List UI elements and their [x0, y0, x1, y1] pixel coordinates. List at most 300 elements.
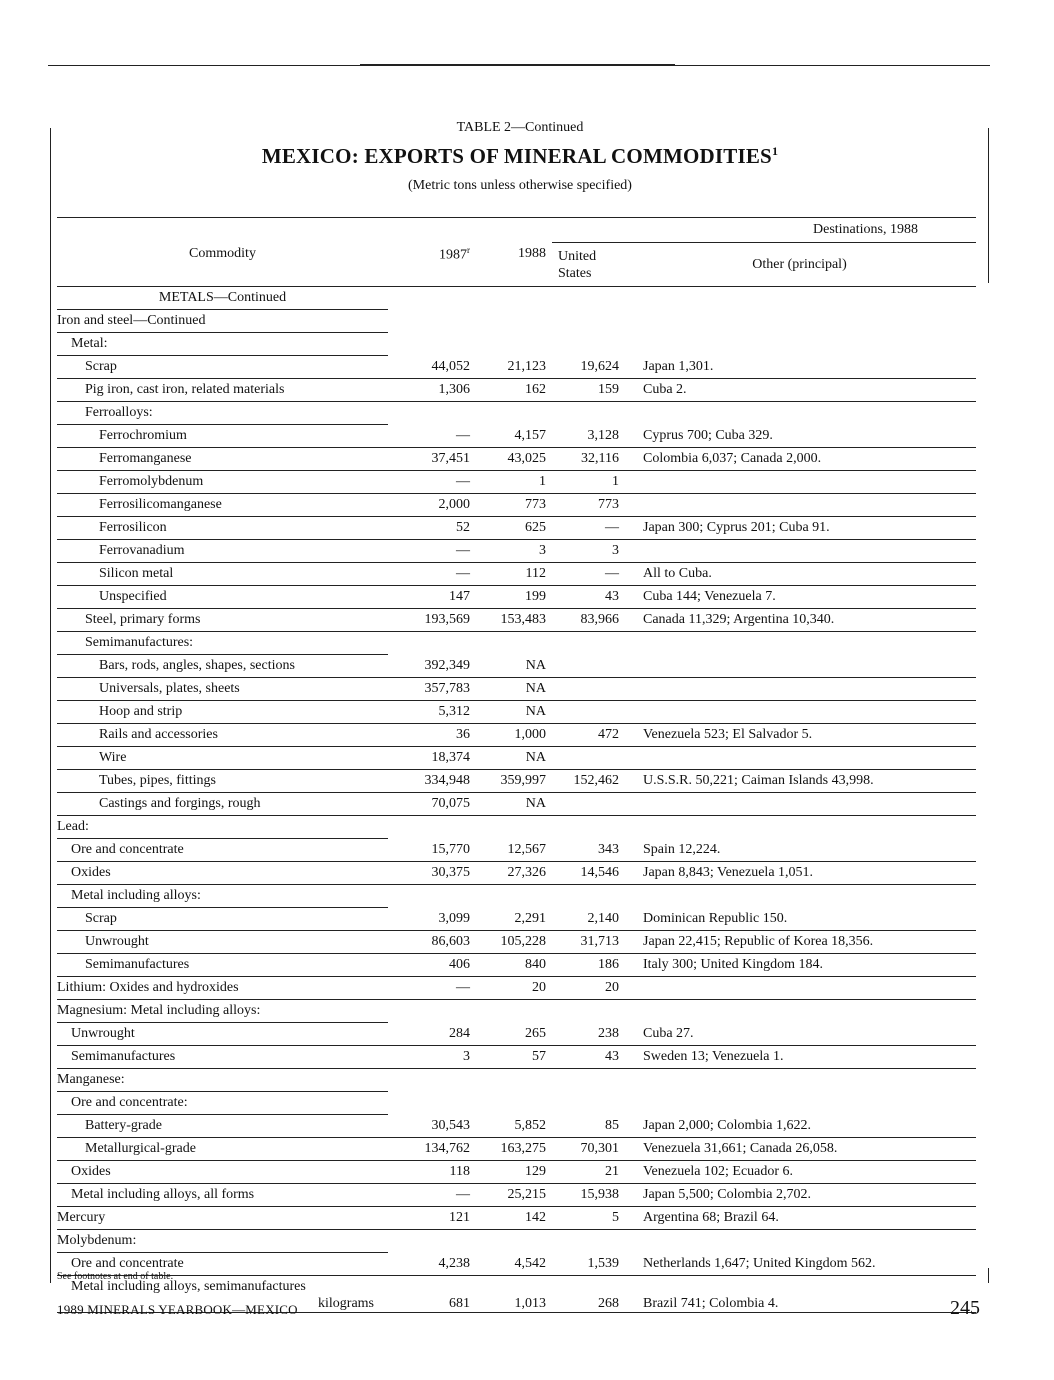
value-1988: 105,228: [474, 931, 552, 954]
value-other-destinations: [623, 287, 976, 310]
commodity-label: Ore and concentrate: [71, 842, 184, 857]
value-other-destinations: Netherlands 1,647; United Kingdom 562.: [623, 1253, 976, 1276]
value-other-destinations: Canada 11,329; Argentina 10,340.: [623, 609, 976, 632]
commodity-cell: [57, 747, 388, 770]
value-other-destinations: Japan 22,415; Republic of Korea 18,356.: [623, 931, 976, 954]
commodity-label: Ore and concentrate: [71, 1256, 184, 1271]
table-row: [57, 1092, 976, 1115]
value-united-states: 5: [552, 1207, 623, 1230]
value-1987: 681: [388, 1276, 474, 1313]
commodity-cell: [57, 931, 388, 954]
commodity-label: Rails and accessories: [99, 727, 218, 742]
value-united-states: 19,624: [552, 356, 623, 379]
commodity-label: Oxides: [71, 865, 111, 880]
commodity-cell: [57, 678, 388, 701]
revised-mark: r: [467, 244, 470, 255]
value-other-destinations: [623, 816, 976, 839]
value-1987: 30,543: [388, 1115, 474, 1138]
value-other-destinations: Venezuela 31,661; Canada 26,058.: [623, 1138, 976, 1161]
value-other-destinations: Cuba 27.: [623, 1023, 976, 1046]
commodity-label: Unspecified: [99, 589, 167, 604]
value-other-destinations: Italy 300; United Kingdom 184.: [623, 954, 976, 977]
value-1988: 265: [474, 1023, 552, 1046]
value-1988: [474, 1092, 552, 1115]
commodity-label: Steel, primary forms: [85, 612, 201, 627]
commodity-label: Metal including alloys:: [71, 888, 201, 903]
value-1987: [388, 287, 474, 310]
table-row: [57, 678, 976, 701]
commodity-label: Ferrosilicomanganese: [99, 497, 222, 512]
commodity-cell: [57, 1230, 388, 1253]
value-1988: 112: [474, 563, 552, 586]
value-1988: [474, 402, 552, 425]
commodity-cell: [57, 425, 388, 448]
table-row: [57, 1138, 976, 1161]
value-1988: 5,852: [474, 1115, 552, 1138]
value-1987: 1,306: [388, 379, 474, 402]
commodity-cell: [57, 1000, 388, 1023]
value-united-states: [552, 1069, 623, 1092]
commodity-cell: [57, 793, 388, 816]
value-1987: [388, 1069, 474, 1092]
value-1988: 25,215: [474, 1184, 552, 1207]
value-united-states: 32,116: [552, 448, 623, 471]
table-row: [57, 1161, 976, 1184]
value-1988: [474, 816, 552, 839]
value-other-destinations: [623, 793, 976, 816]
value-united-states: 159: [552, 379, 623, 402]
commodity-label: Ferromanganese: [99, 451, 192, 466]
commodity-cell: [57, 540, 388, 563]
value-1988: 20: [474, 977, 552, 1000]
col-header-other: Other (principal): [752, 256, 847, 272]
commodity-label: Molybdenum:: [57, 1233, 137, 1248]
table-row: [57, 1115, 976, 1138]
commodity-label: Metal including alloys, semimanufactures: [71, 1279, 306, 1294]
value-other-destinations: [623, 494, 976, 517]
commodity-label: Ferrovanadium: [99, 543, 185, 558]
value-united-states: [552, 885, 623, 908]
unit-label: kilograms: [318, 1296, 374, 1311]
value-1988: [474, 885, 552, 908]
footnote: See footnotes at end of table.: [57, 1271, 174, 1282]
table-row: [57, 655, 976, 678]
value-other-destinations: Dominican Republic 150.: [623, 908, 976, 931]
value-united-states: 773: [552, 494, 623, 517]
value-other-destinations: Japan 1,301.: [623, 356, 976, 379]
col-header-1987: [388, 218, 474, 287]
commodity-cell: [57, 701, 388, 724]
value-1987: 118: [388, 1161, 474, 1184]
value-1988: 142: [474, 1207, 552, 1230]
value-other-destinations: [623, 1069, 976, 1092]
table-row: [57, 1069, 976, 1092]
table-row: [57, 793, 976, 816]
value-other-destinations: [623, 1000, 976, 1023]
value-1987: [388, 333, 474, 356]
commodity-label: Pig iron, cast iron, related materials: [85, 382, 285, 397]
commodity-cell: [57, 770, 388, 793]
value-1987: [388, 1092, 474, 1115]
value-1987: 284: [388, 1023, 474, 1046]
value-united-states: [552, 287, 623, 310]
value-united-states: 43: [552, 586, 623, 609]
table-row: [57, 540, 976, 563]
table-row: [57, 1253, 976, 1276]
value-united-states: 43: [552, 1046, 623, 1069]
value-1987: [388, 885, 474, 908]
value-united-states: 2,140: [552, 908, 623, 931]
value-1988: 43,025: [474, 448, 552, 471]
commodity-cell: [57, 287, 388, 310]
value-1988: NA: [474, 678, 552, 701]
value-1988: 21,123: [474, 356, 552, 379]
value-other-destinations: [623, 1092, 976, 1115]
value-united-states: [552, 1092, 623, 1115]
table-row: [57, 770, 976, 793]
value-united-states: [552, 333, 623, 356]
value-1988: NA: [474, 655, 552, 678]
value-1988: 199: [474, 586, 552, 609]
table-row: [57, 632, 976, 655]
table-row: [57, 356, 976, 379]
table-row: [57, 333, 976, 356]
table-row: [57, 885, 976, 908]
commodity-cell: [57, 609, 388, 632]
value-1987: 3,099: [388, 908, 474, 931]
commodity-cell: [57, 333, 388, 356]
value-other-destinations: Cuba 144; Venezuela 7.: [623, 586, 976, 609]
value-1988: 3: [474, 540, 552, 563]
value-1987: 70,075: [388, 793, 474, 816]
running-footer: 1989 MINERALS YEARBOOK—MEXICO: [57, 1302, 298, 1317]
value-united-states: [552, 678, 623, 701]
page-number: 245: [950, 1297, 980, 1319]
value-1987: —: [388, 471, 474, 494]
col-header-commodity: Commodity: [57, 218, 388, 287]
value-other-destinations: [623, 1230, 976, 1253]
commodity-label: Wire: [99, 750, 127, 765]
value-1987: 193,569: [388, 609, 474, 632]
commodity-cell: [57, 310, 388, 333]
commodity-cell: [57, 1092, 388, 1115]
value-united-states: 70,301: [552, 1138, 623, 1161]
value-1987: 134,762: [388, 1138, 474, 1161]
value-1987: 30,375: [388, 862, 474, 885]
value-united-states: 238: [552, 1023, 623, 1046]
value-1987: 52: [388, 517, 474, 540]
value-1987: —: [388, 1184, 474, 1207]
value-other-destinations: [623, 310, 976, 333]
commodity-label: METALS—Continued: [158, 290, 287, 305]
value-united-states: 472: [552, 724, 623, 747]
table-row: [57, 287, 976, 310]
commodity-label: Semimanufactures: [85, 957, 190, 972]
table-subtitle: (Metric tons unless otherwise specified): [408, 178, 632, 193]
commodity-label: Ferroalloys:: [85, 405, 153, 420]
table-header: [57, 218, 976, 287]
value-other-destinations: [623, 678, 976, 701]
top-rule-bold: [360, 64, 675, 66]
commodity-cell: [57, 448, 388, 471]
table-row: [57, 954, 976, 977]
value-united-states: [552, 793, 623, 816]
table-row: [57, 862, 976, 885]
value-1988: 359,997: [474, 770, 552, 793]
table-body: [57, 287, 976, 1313]
value-1987: [388, 402, 474, 425]
col-header-united-states: United States: [558, 248, 597, 281]
table-row: [57, 563, 976, 586]
commodity-label: Castings and forgings, rough: [99, 796, 261, 811]
commodity-cell: [57, 816, 388, 839]
commodity-label: Silicon metal: [99, 566, 174, 581]
value-other-destinations: [623, 471, 976, 494]
table-row: [57, 586, 976, 609]
commodity-cell: [57, 1161, 388, 1184]
value-1988: 1,013: [474, 1276, 552, 1313]
commodity-cell: [57, 1207, 388, 1230]
commodity-cell: [57, 1069, 388, 1092]
table-row: [57, 747, 976, 770]
table-row: [57, 1184, 976, 1207]
table-row: [57, 425, 976, 448]
value-other-destinations: [623, 402, 976, 425]
value-1988: [474, 1000, 552, 1023]
value-1988: 162: [474, 379, 552, 402]
value-1987: [388, 1230, 474, 1253]
value-1988: 4,542: [474, 1253, 552, 1276]
table-row: [57, 931, 976, 954]
value-united-states: 186: [552, 954, 623, 977]
value-united-states: 3,128: [552, 425, 623, 448]
value-other-destinations: Cuba 2.: [623, 379, 976, 402]
commodity-cell: [57, 1023, 388, 1046]
value-1988: 163,275: [474, 1138, 552, 1161]
value-1988: [474, 1069, 552, 1092]
commodity-cell: [57, 1115, 388, 1138]
commodity-label: Semimanufactures: [71, 1049, 176, 1064]
value-1988: [474, 632, 552, 655]
value-united-states: [552, 632, 623, 655]
value-1988: [474, 287, 552, 310]
value-1987: —: [388, 425, 474, 448]
commodity-cell: [57, 977, 388, 1000]
commodity-cell: [57, 1138, 388, 1161]
commodity-label: Battery-grade: [85, 1118, 162, 1133]
value-united-states: 20: [552, 977, 623, 1000]
table-row: [57, 609, 976, 632]
value-1987: [388, 1000, 474, 1023]
table-row: [57, 724, 976, 747]
value-united-states: 268: [552, 1276, 623, 1313]
commodity-label: Lead:: [57, 819, 89, 834]
value-united-states: 83,966: [552, 609, 623, 632]
value-other-destinations: Japan 300; Cyprus 201; Cuba 91.: [623, 517, 976, 540]
value-1987: [388, 632, 474, 655]
table-row: [57, 471, 976, 494]
value-other-destinations: Japan 5,500; Colombia 2,702.: [623, 1184, 976, 1207]
commodity-cell: [57, 885, 388, 908]
table-row: [57, 977, 976, 1000]
table-row: [57, 379, 976, 402]
value-1988: 1: [474, 471, 552, 494]
value-1987: 357,783: [388, 678, 474, 701]
value-1987: 5,312: [388, 701, 474, 724]
value-1987: —: [388, 977, 474, 1000]
value-other-destinations: Japan 8,843; Venezuela 1,051.: [623, 862, 976, 885]
table-title-text: MEXICO: EXPORTS OF MINERAL COMMODITIES: [261, 144, 772, 168]
value-other-destinations: Venezuela 102; Ecuador 6.: [623, 1161, 976, 1184]
commodity-label: Scrap: [85, 911, 117, 926]
value-1987: 18,374: [388, 747, 474, 770]
value-other-destinations: U.S.S.R. 50,221; Caiman Islands 43,998.: [623, 770, 976, 793]
value-1987: 15,770: [388, 839, 474, 862]
value-1988: 2,291: [474, 908, 552, 931]
value-united-states: [552, 655, 623, 678]
col-header-1988: 1988: [474, 218, 552, 287]
table-title: [0, 144, 1040, 169]
value-1987: [388, 310, 474, 333]
value-1988: 153,483: [474, 609, 552, 632]
commodity-label: Mercury: [57, 1210, 106, 1225]
commodity-cell: [57, 632, 388, 655]
commodity-cell: [57, 862, 388, 885]
value-1987: 334,948: [388, 770, 474, 793]
value-1987: [388, 816, 474, 839]
table-row: [57, 448, 976, 471]
value-other-destinations: [623, 747, 976, 770]
commodity-label: Metal:: [71, 336, 108, 351]
commodity-cell: [57, 908, 388, 931]
right-margin-rule-lower: [988, 1268, 989, 1283]
commodity-label: Ore and concentrate:: [71, 1095, 188, 1110]
table-row: [57, 1207, 976, 1230]
value-1987: —: [388, 563, 474, 586]
value-1987: —: [388, 540, 474, 563]
value-other-destinations: Spain 12,224.: [623, 839, 976, 862]
value-united-states: 21: [552, 1161, 623, 1184]
table-row: [57, 402, 976, 425]
value-other-destinations: Argentina 68; Brazil 64.: [623, 1207, 976, 1230]
value-1987: 3: [388, 1046, 474, 1069]
value-1987: 44,052: [388, 356, 474, 379]
value-united-states: 1: [552, 471, 623, 494]
value-1988: 4,157: [474, 425, 552, 448]
value-united-states: 31,713: [552, 931, 623, 954]
commodity-cell: [57, 356, 388, 379]
value-other-destinations: [623, 632, 976, 655]
value-1988: 840: [474, 954, 552, 977]
commodity-label: Lithium: Oxides and hydroxides: [57, 980, 239, 995]
value-united-states: [552, 747, 623, 770]
commodity-label: Oxides: [71, 1164, 111, 1179]
commodity-cell: [57, 471, 388, 494]
value-united-states: 1,539: [552, 1253, 623, 1276]
value-other-destinations: Japan 2,000; Colombia 1,622.: [623, 1115, 976, 1138]
table-row: [57, 816, 976, 839]
commodity-label: Unwrought: [71, 1026, 135, 1041]
value-united-states: [552, 1000, 623, 1023]
value-other-destinations: Brazil 741; Colombia 4.: [623, 1276, 976, 1313]
value-united-states: 15,938: [552, 1184, 623, 1207]
value-other-destinations: All to Cuba.: [623, 563, 976, 586]
value-1988: NA: [474, 701, 552, 724]
commodity-cell: [57, 402, 388, 425]
commodity-label: Unwrought: [85, 934, 149, 949]
table-row: [57, 1023, 976, 1046]
value-united-states: —: [552, 563, 623, 586]
commodity-cell: [57, 839, 388, 862]
commodity-label: Manganese:: [57, 1072, 125, 1087]
value-1988: 27,326: [474, 862, 552, 885]
value-other-destinations: [623, 655, 976, 678]
commodity-label: Metallurgical-grade: [85, 1141, 196, 1156]
value-united-states: —: [552, 517, 623, 540]
value-united-states: [552, 1230, 623, 1253]
value-other-destinations: Colombia 6,037; Canada 2,000.: [623, 448, 976, 471]
commodity-label: Metal including alloys, all forms: [71, 1187, 255, 1202]
commodity-label: Universals, plates, sheets: [99, 681, 240, 696]
commodity-label: Hoop and strip: [99, 704, 183, 719]
commodity-label: Ferrosilicon: [99, 520, 167, 535]
commodity-label: Scrap: [85, 359, 117, 374]
commodity-cell: [57, 1184, 388, 1207]
value-1987: 37,451: [388, 448, 474, 471]
commodity-cell: [57, 954, 388, 977]
commodity-cell: [57, 517, 388, 540]
value-1988: 57: [474, 1046, 552, 1069]
col-header-destinations: Destinations, 1988: [552, 218, 976, 243]
value-1988: NA: [474, 793, 552, 816]
value-united-states: [552, 701, 623, 724]
commodity-label: Iron and steel—Continued: [57, 313, 206, 328]
value-1987: 121: [388, 1207, 474, 1230]
value-other-destinations: [623, 540, 976, 563]
value-1988: 625: [474, 517, 552, 540]
value-1987: 86,603: [388, 931, 474, 954]
value-united-states: 152,462: [552, 770, 623, 793]
col-header-1987-text: 1987: [439, 247, 467, 263]
value-1988: 129: [474, 1161, 552, 1184]
value-united-states: [552, 402, 623, 425]
value-other-destinations: Venezuela 523; El Salvador 5.: [623, 724, 976, 747]
value-united-states: [552, 816, 623, 839]
table-row: [57, 310, 976, 333]
value-1987: 406: [388, 954, 474, 977]
value-other-destinations: [623, 977, 976, 1000]
value-1988: [474, 333, 552, 356]
value-1988: NA: [474, 747, 552, 770]
table-label: TABLE 2—Continued: [456, 120, 584, 135]
value-1987: 4,238: [388, 1253, 474, 1276]
commodity-label: Semimanufactures:: [85, 635, 194, 650]
commodity-label: Tubes, pipes, fittings: [99, 773, 216, 788]
table-row: [57, 517, 976, 540]
commodity-label: Bars, rods, angles, shapes, sections: [99, 658, 295, 673]
value-united-states: [552, 310, 623, 333]
value-other-destinations: [623, 885, 976, 908]
value-1987: 36: [388, 724, 474, 747]
commodity-label: Ferromolybdenum: [99, 474, 204, 489]
commodity-cell: [57, 724, 388, 747]
commodity-label: Ferrochromium: [99, 428, 187, 443]
value-1988: [474, 1230, 552, 1253]
exports-table: [57, 217, 976, 1313]
commodity-cell: [57, 494, 388, 517]
value-united-states: 3: [552, 540, 623, 563]
table-row: [57, 839, 976, 862]
